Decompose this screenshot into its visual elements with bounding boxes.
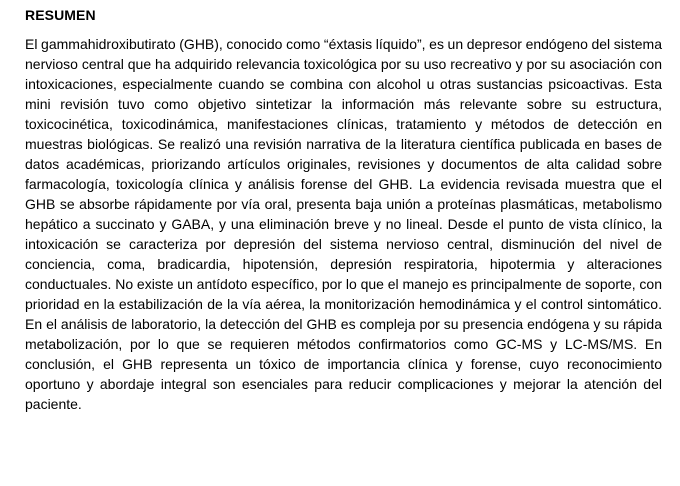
section-heading: RESUMEN <box>25 7 96 23</box>
abstract-section <box>25 6 662 414</box>
abstract-paragraph: El gammahidroxibutirato (GHB), conocido como “éxtasis líquido”, es un depresor endógeno del sistema nervioso central que ha adquirido relevancia toxicológica por su uso recreativo y por su asociación con intoxicaciones, especialmente cuando se combina con alcohol u otras sustancias psicoactivas. Esta mini revisión tuvo como objetivo sintetizar la información más relevante sobre su estructura, toxicocinética, toxicodinámica, manifestaciones clínicas, tratamiento y métodos de detección en muestras biológicas. Se realizó una revisión narrativa de la literatura científica publicada en bases de datos académicas, priorizando artículos originales, revisiones y documentos de alta calidad sobre farmacología, toxicología clínica y análisis forense del GHB. La evidencia revisada muestra que el GHB se absorbe rápidamente por vía oral, presenta baja unión a proteínas plasmáticas, metabolismo hepático a succinato y GABA, y una eliminación breve y no lineal. Desde el punto de vista clínico, la intoxicación se caracteriza por depresión del sistema nervioso central, disminución del nivel de conciencia, coma, bradicardia, hipotensión, depresión respiratoria, hipotermia y alteraciones conductuales. No existe un antídoto específico, por lo que el manejo es principalmente de soporte, con prioridad en la estabilización de la vía aérea, la monitorización hemodinámica y el control sintomático. En el análisis de laboratorio, la detección del GHB es compleja por su presencia endógena y su rápida metabolización, por lo que se requieren métodos confirmatorios como GC-MS y LC-MS/MS. En conclusión, el GHB representa un tóxico de importancia clínica y forense, cuyo reconocimiento oportuno y abordaje integral son esenciales para reducir complicaciones y mejorar la atención del paciente. <box>25 36 662 412</box>
